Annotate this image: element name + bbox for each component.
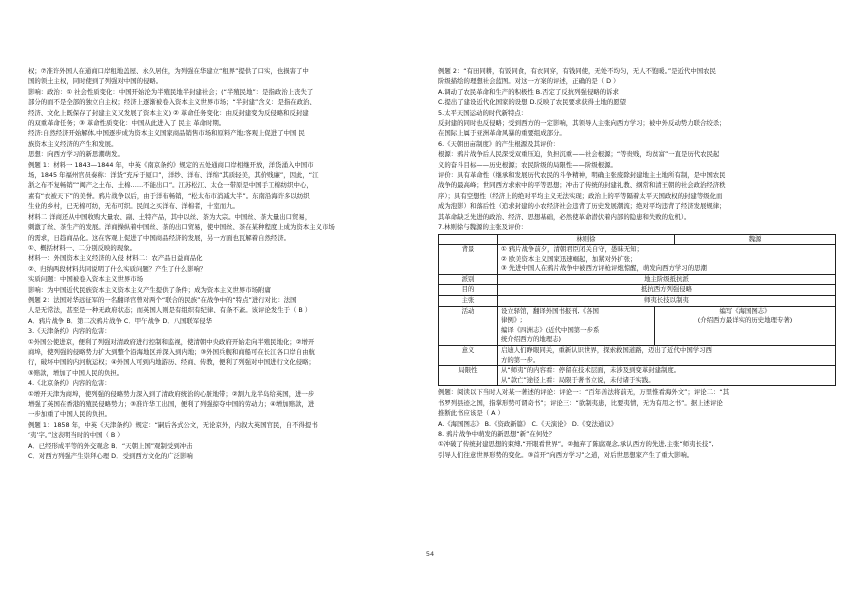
table-row	[439, 285, 836, 296]
text-line: 例题 2：“有田同耕，有饭同食，有衣同穿，有钱同使，无处不均匀，无人不饱暖。”是近代中国农民	[438, 67, 716, 75]
text-line: 的双重革命任务；③ 革命性质变化：中国从此进入了 民主 革命时期。	[28, 119, 226, 128]
text-line: 7.林则徐与魏源的主张及评价：	[438, 223, 528, 232]
table-line: 方的第一步。	[501, 355, 540, 364]
table-line: 律例》;	[501, 316, 523, 325]
text-line: 经济、文化上既保存了封建主义又发展了资本主义) ② 革命任务变化：由反封建变为反侵略和反封建	[28, 108, 309, 117]
table-row	[439, 274, 836, 285]
table-line: 启迪人们睁眼同关，重新认识世界，探索救国道路，迈出了近代中国学习西	[501, 346, 712, 355]
text-line: 权；⑦准许外国人在通商口岸租地盖屋、永久居住，为列强在华建立“租界”提供了口实，也损害了中	[28, 67, 309, 75]
text-line: 6.《天朝田亩制度》的产生根源及其评价：	[438, 139, 560, 148]
limitation-cell	[498, 366, 836, 386]
text-line: 实质问题：中国被卷入资本主义世界市场	[28, 275, 144, 284]
table-line: 编写《海国图志》	[719, 306, 771, 315]
row-label-limitation: 局限性	[439, 366, 498, 386]
right-bottom-text	[438, 387, 836, 460]
text-line: 成为泡影）和落后性（追求封建的小农经济社会违背了历史发展潮流；绝对平均违背了经济发展规律；	[438, 202, 726, 211]
text-line: 商埠，使列强的侵略势力扩大到整个沿海地区并深入到内地；③外国兵舰和商船可在长江各口岸自由航	[28, 347, 315, 356]
text-line: C.提出了建设近代化国家的设想 D.反映了农民要求获得土地的愿望	[438, 98, 627, 107]
text-line: ‘夷’字。”这表明当时的中国（ B ）	[28, 431, 124, 440]
text-line: A．鸦片战争 B．第二次鸦片战争 C．甲午战争 D．八国联军侵华	[28, 316, 212, 325]
text-line: 行，破坏中国的内河航运权；④外国人可到内地游历、经商、传教，便利了列强对中国进行文化侵略；	[28, 358, 315, 367]
text-line: 战争的最高峰；世同西方求索中的平等思想；冲击了传统的封建礼教、纲常和清王朝的社会政治经济秩	[438, 181, 726, 190]
text-line: 例题：阅读以下当时人对某一著述的评论：评论一：“百年善法将前无，万里惟看海外文”；评论二：“其	[438, 388, 730, 397]
text-line: 国的领土主权，同时使到了列强对中国的侵略。	[28, 77, 163, 86]
text-line: A.《海国图志》 B.《资政新篇》 C.《天演论》 D.《变法通议》	[438, 419, 618, 428]
text-line: 场，1845 年福州官员奏称：洋货“充斥于厦口”，洋纱、洋布、洋绵“其质轻美，其价贱廉”，因此，“江	[28, 171, 319, 180]
table-line: ③ 先进中国人在鸦片战争中被西方评枪评炮惊醒，萌发向西方学习的思潮	[501, 264, 707, 273]
school-cell: 地主阶级抵抗派	[498, 274, 836, 285]
text-line: 材料二 洋商还从中国收购大量农、副、土特产品，其中以丝、茶为大宗。中国丝、茶大量出口贸易，	[28, 212, 312, 221]
table-row	[439, 234, 836, 245]
text-line: 增强了英国在香港的殖民侵略势力；③准许华工出国，便利了列强掠夺中国的劳动力；④增加赔款，进	[28, 400, 315, 408]
text-line: 刺激了丝、茶生产的发展。洋商操纵着中国丝、茶的出口贸易，使中国丝、茶在某种程度上成为资本主义市场	[28, 223, 335, 232]
table-line: 统介绍西方的地理志)	[501, 335, 562, 344]
table-row	[439, 346, 836, 366]
activity-lin	[501, 307, 655, 345]
table-line: 从“师夷”的内容看：停留在技术层面，未涉及到变革封建制度。	[501, 366, 681, 375]
claim-cell: 师夷长技以制夷	[498, 296, 836, 307]
table-line: 编译《四洲志》(近代中国第一步系	[501, 325, 600, 334]
activity-wei	[655, 307, 832, 345]
text-line: 5.太平天国运动的时代新特点：	[438, 108, 528, 117]
text-line: 人是无常法，甚至是一种无政府状态；而英国人则是有组织有纪律、有条不紊。该评论发生于（ B ）	[28, 306, 312, 315]
text-line: ②、归纳两段材料共同说明了什么实质问题？产生了什么影响？	[28, 264, 207, 273]
row-label-background: 背景	[439, 245, 498, 275]
table-head-lin: 林则徐	[498, 234, 675, 245]
text-line: ①增开天津为商埠，使列强的侵略势力深入到了清政府统治的心脏地带；②割九龙半岛给英国，进一步	[28, 389, 315, 398]
text-line: 反封建的同时也反侵略；受到西方的一定影响，其领导人主张向西方学习；被中外反动势力联合绞杀；	[438, 119, 726, 128]
row-label-school: 派别	[439, 274, 498, 285]
text-line: 影响：政治：① 社会性质变化：中国开始沦为半殖民地半封建社会；(“半殖民地”：是指政治上丧失了	[28, 87, 314, 96]
text-line: 材料一：外国资本主义经济的入侵 材料二：农产品日益商品化	[28, 254, 203, 263]
text-line: ①、概括材料一、二分别反映的现象。	[28, 243, 136, 252]
table-row	[439, 306, 836, 345]
right-top-text	[438, 66, 836, 233]
table-line: 从“款亡”途径上看：局限于著书立说，未付诸于实践。	[501, 375, 655, 384]
text-line: 素有“衣被天下”的美誉。鸦片战争以后，由于洋布畅销，“松太布市消减大半”。东南沿海许多以纺织	[28, 191, 310, 200]
text-line: 序）；具有空想性（经济上的绝对平均主义无法实现；政治上的平等隔着太平天国政权的封建等级化而	[438, 191, 723, 200]
text-line: 在国际上属于亚洲革命风暴的重要组成部分。	[438, 129, 566, 138]
text-line: 的需求，日趋商品化。这在客观上促进了中国商品经济的发展，另一方面也瓦解着自然经济。	[28, 233, 291, 242]
text-line: 一步加重了中国人民的负担。	[28, 410, 112, 419]
activity-cell	[498, 306, 836, 345]
text-line: 评价：具有革命性（继承和发展历代农民的斗争精神，明确主张废除封建地主土地所有制，是中国农民	[438, 171, 726, 180]
text-line: 生业的乡村，已无棉可纺，无布可织。民间之买洋布、洋棉者，十室而九。	[28, 202, 239, 211]
table-row	[439, 366, 836, 386]
text-line: 例题 1：材料一 1843—1844 年，中英《南京条约》规定的五处通商口岸相继开放，洋货涌入中国市	[28, 160, 314, 169]
text-line: 浙之布不复畅销”“闽产之土布、土棉……不能出口”。江苏松江、太仓一带原是中国手工棉纺织中心，	[28, 181, 313, 190]
text-line: 阶级描绘的理想社会蓝图。对这一方案的评述，正确的是（ D ）	[438, 77, 620, 86]
meaning-cell	[498, 346, 836, 366]
background-cell	[498, 245, 836, 275]
text-line: 族资本主义经济的产生和发展。	[28, 139, 118, 148]
table-line: ① 鸦片战争前夕，清朝君臣闭关自守，愚昧无知；	[501, 245, 643, 254]
text-line: 经济:自然经济开始解体,中国逐步成为资本主义国家商品销售市场和原料产地;客观上促进了中国 民	[28, 129, 305, 138]
text-line: 引导人们往意世界形势的变化。③首开“向西方学习”之道，对后世思想家产生了重大影响。	[438, 450, 694, 459]
text-line: 思想：向西方学习的新思潮萌发。	[28, 150, 124, 159]
text-line: 8. 鸦片战争中萌发的新思想“新”在何处？	[438, 430, 555, 439]
row-label-goal: 目的	[439, 285, 498, 296]
text-line: C．对西方列强产生崇拜心理 D．受到西方文化的广泛影响	[28, 452, 193, 461]
text-line: A.调动了农民革命和生产的积极性 B.否定了反抗列强侵略的诉求	[438, 87, 619, 96]
row-label-meaning: 意义	[439, 346, 498, 366]
table-head-wei: 魏源	[675, 234, 836, 245]
text-line: 推断此书应该是（ A ）	[438, 409, 504, 418]
text-line: A．已经形成平等的外交观念 B．“天朝上国”观制受到冲击	[28, 441, 193, 450]
text-line: 4.《北京条约》内容的危害：	[28, 379, 111, 388]
text-line: 影响：为中国近代民族资本主义资本主义产生提供了条件；成为资本主义世界市场附庸	[28, 285, 271, 294]
comparison-table	[438, 234, 836, 387]
text-line: 例题 2：法国对华远征军的一名翻译官曾对两个“联合的民族”在战争中的“特点”进行对比：法国	[28, 295, 297, 304]
table-line: 设立驿馆，翻译外国书报刊,《各国	[501, 306, 599, 315]
text-line: 3.《天津条约》内容的危害：	[28, 327, 111, 336]
text-line: ①冲破了传统封建思想的束缚,“开眼看世界”。②抛弃了陈腐观念,承认西方的先进,主张“师夷长技”,	[438, 440, 714, 449]
text-line: 其革命缺乏先进的政治、经济、思想基础，必然使革命潜伏着内部的隐患和失败的危机）。	[438, 212, 691, 221]
text-line: 根源：鸦片战争后人民深受双重压迫，负担沉重——社会根源；“等贵贱，均贫富”一直是历代农民起	[438, 150, 720, 159]
goal-cell: 抵抗西方列强侵略	[498, 285, 836, 296]
text-line: ⑤赔款，增加了中国人民的负担。	[28, 368, 124, 377]
table-row	[439, 296, 836, 307]
table-line: ② 欧美资本主义国家迅速崛起，加紧对外扩张；	[501, 254, 637, 263]
text-line: 书罗列县迹之国，指掌形势可谓奇书”；评论三：“欲制夷患，比要夷情，无为有用之书”。据上述评论	[438, 398, 723, 407]
text-line: ①外国公使进京，便利了列强对清政府进行控制和监视，使清朝中央政府开始走向半殖民地化；②增开	[28, 337, 315, 346]
text-line: 部分的而不是全部的独立自主权；经济上逐渐被卷入资本主义世界市场；“半封建”含义：是指在政治、	[28, 98, 316, 107]
page-number: 54	[425, 550, 435, 558]
table-row	[439, 245, 836, 275]
text-line: 例题 1：1858 年，中英《天津条约》规定：“嗣后各式公文，无论京外，内叙大英国官民，自不得提书	[28, 420, 318, 429]
right-column	[438, 66, 836, 460]
row-label-activity: 活动	[439, 306, 498, 345]
row-label-claim: 主张	[439, 296, 498, 307]
text-line: 义的奋斗目标——历史根源；农民阶级的局限性——阶级根源。	[438, 160, 617, 169]
table-line: (介绍西方最详实的历史地理专著)	[697, 316, 793, 325]
left-column	[28, 66, 428, 461]
